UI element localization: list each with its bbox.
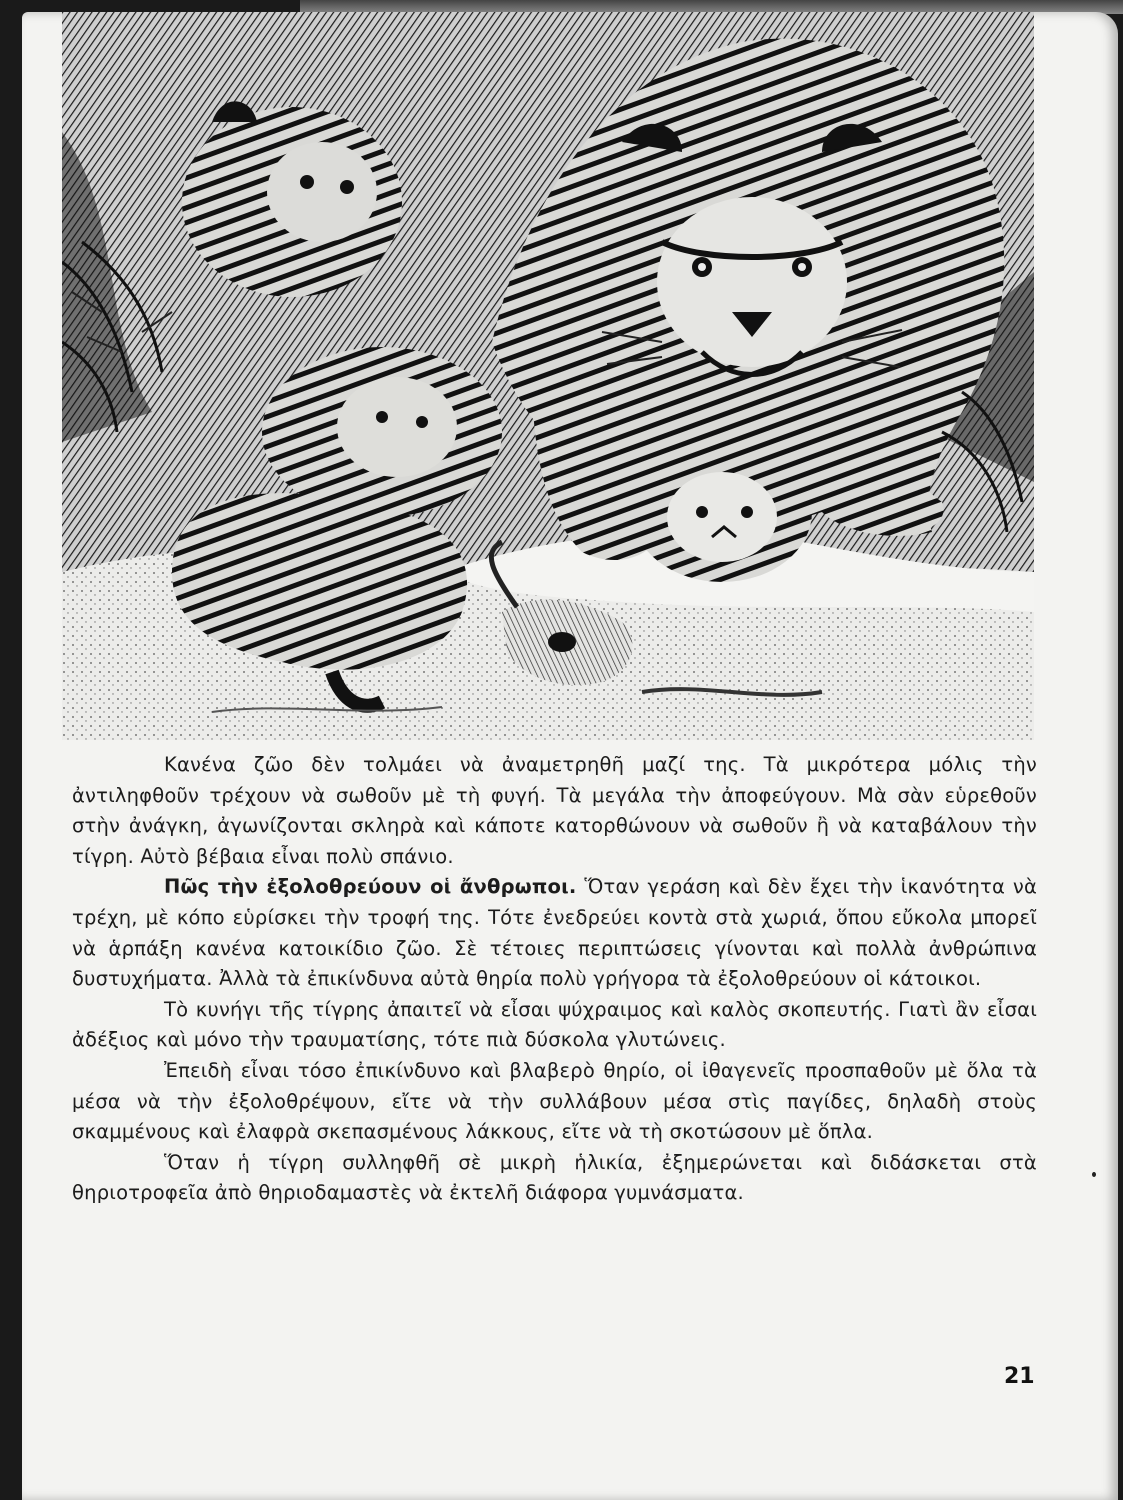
- page-number: 21: [1004, 1364, 1035, 1389]
- tiger-family-engraving: [62, 12, 1034, 747]
- paragraph-5: Ὅταν ἡ τίγρη συλληφθῆ σὲ μικρὴ ἡλικία, ἐξημερώνεται καὶ διδάσκεται στὰ θηριοτροφεῖα ἀπὸ θηριοδαμαστὲς νὰ ἐκτελῆ διάφορα γυμνάσματα.: [72, 1150, 1037, 1205]
- article-text: [72, 750, 1037, 1209]
- paragraph-3: Τὸ κυνήγι τῆς τίγρης ἀπαιτεῖ νὰ εἶσαι ψύχραιμος καὶ καλὸς σκοπευτής. Γιατὶ ἂν εἶσαι ἀδέξιος καὶ μόνο τὴν τραυματίσης, τότε πιὰ δύσκολα γλυτώνεις.: [72, 997, 1037, 1052]
- ink-speck: [1092, 1172, 1096, 1177]
- book-page: [22, 12, 1118, 1500]
- section-heading: Πῶς τὴν ἐξολοθρεύουν οἱ ἄνθρωποι.: [164, 875, 577, 899]
- paragraph-4: Ἐπειδὴ εἶναι τόσο ἐπικίνδυνο καὶ βλαβερὸ θηρίο, οἱ ἰθαγενεῖς προσπαθοῦν μὲ ὅλα τὰ μέσα νὰ τὴν ἐξολοθρέψουν, εἴτε νὰ τὴν συλλάβουν μέσα στὶς παγίδες, δηλαδὴ στοὺς σκαμμένους καὶ ἐλαφρὰ σκεπασμένους λάκκους, εἴτε νὰ τὴ σκοτώσουν μὲ ὅπλα.: [72, 1058, 1037, 1144]
- paragraph-1: Κανένα ζῶο δὲν τολμάει νὰ ἀναμετρηθῆ μαζί της. Τὰ μικρότερα μόλις τὴν ἀντιληφθοῦν τρέχουν νὰ σωθοῦν μὲ τὴ φυγή. Τὰ μεγάλα τὴν ἀποφεύγουν. Μὰ σὰν εὑρεθοῦν στὴν ἀνάγκη, ἀγωνίζονται σκληρὰ καὶ κάποτε κατορθώνουν νὰ σωθοῦν ἢ νὰ καταβάλουν τὴν τίγρη. Αὐτὸ βέβαια εἶναι πολὺ σπάνιο.: [72, 753, 1037, 868]
- paragraph-2-body: Ὅταν γεράση καὶ δὲν ἔχει τὴν ἱκανότητα νὰ τρέχη, μὲ κόπο εὑρίσκει τὴν τροφή της. Τότε ἐνεδρεύει κοντὰ στὰ χωριά, ὅπου εὔκολα μπορεῖ νὰ ἁρπάξη κανένα κατοικίδιο ζῶο. Σὲ τέτοιες περιπτώσεις γίνονται καὶ πολλὰ ἀνθρώπινα δυστυχήματα. Ἀλλὰ τὰ ἐπικίνδυνα αὐτὰ θηρία πολὺ γρήγορα τὰ ἐξολοθρεύουν οἱ κάτοικοι.: [72, 875, 1038, 991]
- paragraph-2: [72, 872, 1037, 994]
